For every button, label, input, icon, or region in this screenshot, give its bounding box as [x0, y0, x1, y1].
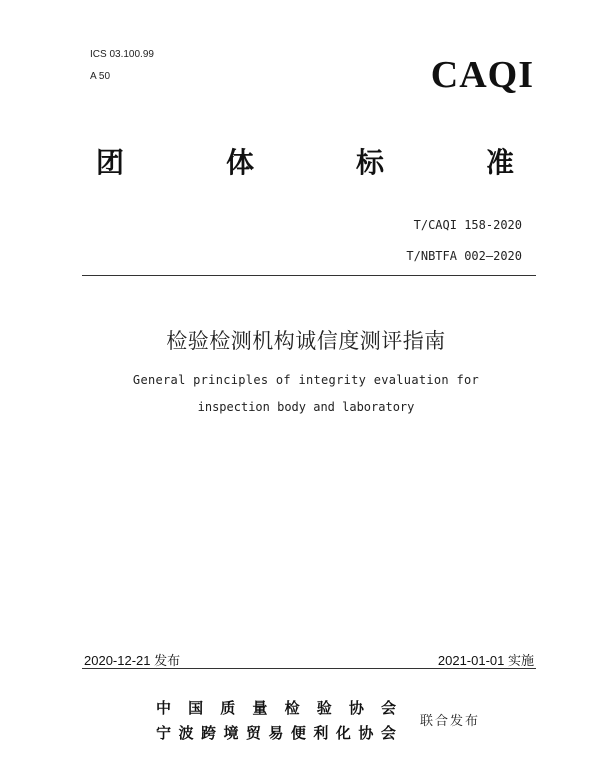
standard-number-primary: T/CAQI 158-2020 [413, 218, 522, 232]
publisher-char: 协 [358, 724, 374, 742]
ics-code: ICS 03.100.99 [90, 49, 154, 60]
publisher-char: 检 [284, 699, 300, 717]
publisher-char: 贸 [245, 724, 261, 742]
publisher-char: 会 [380, 724, 396, 742]
bottom-divider [82, 668, 536, 669]
standard-type-char: 标 [355, 146, 384, 179]
publisher-char: 宁 [156, 724, 172, 742]
publisher-char: 量 [252, 699, 268, 717]
publisher-char: 便 [290, 724, 306, 742]
publisher-char: 波 [178, 724, 194, 742]
publisher-char: 境 [223, 724, 239, 742]
publisher-char: 质 [220, 699, 236, 717]
standard-type-char: 体 [225, 146, 254, 179]
publisher-char: 易 [268, 724, 284, 742]
title-english-line-1: General principles of integrity evaluation for [132, 373, 480, 387]
publisher-char: 国 [188, 699, 204, 717]
publisher-char: 利 [313, 724, 329, 742]
issue-date: 2020-12-21 发布 [84, 653, 181, 668]
publisher-char: 跨 [200, 724, 216, 742]
title-chinese: 检验检测机构诚信度测评指南 [166, 329, 446, 353]
joint-publication-label: 联合发布 [420, 714, 481, 729]
standard-type-char: 团 [96, 146, 125, 179]
publisher-char: 中 [156, 699, 172, 717]
caqi-logo: CAQI [430, 54, 534, 96]
publisher-org-1 [156, 697, 396, 718]
standard-type-char: 准 [485, 146, 514, 179]
implementation-date: 2021-01-01 实施 [437, 653, 534, 668]
publisher-char: 化 [335, 724, 351, 742]
publisher-char: 协 [348, 699, 364, 717]
publisher-org-2 [156, 722, 396, 743]
top-divider [82, 275, 536, 276]
standard-type-heading [96, 146, 514, 179]
publisher-char: 验 [316, 699, 332, 717]
publisher-char: 会 [380, 699, 396, 717]
ccs-code: A 50 [90, 71, 111, 82]
title-english-line-2: inspection body and laboratory [197, 400, 415, 414]
standard-number-secondary: T/NBTFA 002—2020 [406, 249, 522, 263]
